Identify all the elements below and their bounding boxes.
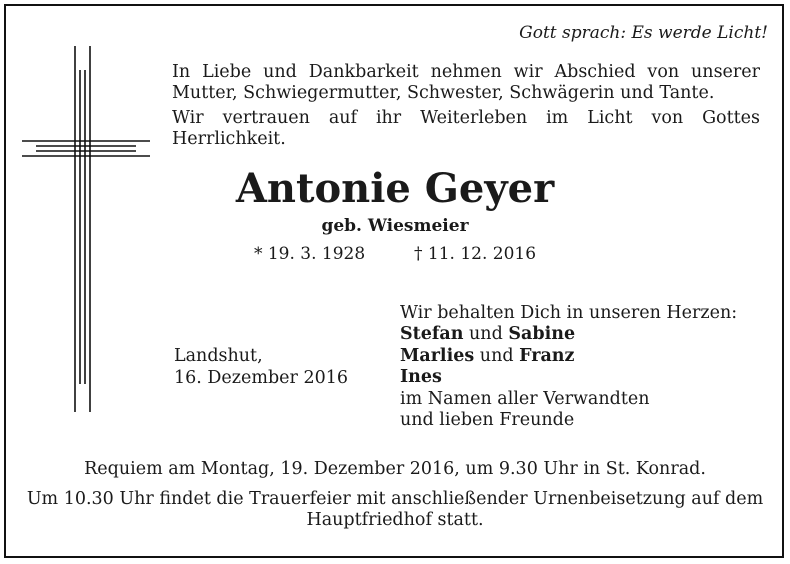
funeral-notice: Um 10.30 Uhr findet die Trauerfeier mit anschließender Urnenbeisetzung auf dem Hauptfriedhof statt. bbox=[26, 489, 764, 530]
mourners-list bbox=[400, 324, 650, 432]
closing-line: Wir behalten Dich in unseren Herzen: bbox=[400, 303, 738, 323]
mourner-row: Marlies und Franz bbox=[400, 345, 575, 366]
relatives-line: im Namen aller Verwandten bbox=[400, 388, 650, 409]
intro-line-1: In Liebe und Dankbarkeit nehmen wir Abschied von unserer Mutter, Schwiegermutter, Schwester, Schwägerin und Tante. bbox=[172, 62, 760, 103]
intro-line-2: Wir vertrauen auf ihr Weiterleben im Licht von Gottes Herrlichkeit. bbox=[172, 108, 760, 149]
place-date-text: 16. Dezember 2016 bbox=[174, 367, 348, 388]
death-date: † 11. 12. 2016 bbox=[414, 244, 537, 264]
life-dates bbox=[0, 243, 790, 265]
mourner-row: Stefan und Sabine bbox=[400, 324, 576, 344]
maiden-name: geb. Wiesmeier bbox=[321, 216, 469, 236]
motto: Gott sprach: Es werde Licht! bbox=[519, 23, 768, 43]
mourner-row: Ines bbox=[400, 367, 442, 387]
place-city: Landshut, bbox=[174, 346, 263, 366]
intro-text bbox=[172, 62, 760, 154]
requiem-notice: Requiem am Montag, 19. Dezember 2016, um 9.30 Uhr in St. Konrad. bbox=[84, 459, 706, 479]
place-date bbox=[174, 346, 348, 389]
birth-date: * 19. 3. 1928 bbox=[253, 244, 366, 264]
relatives-line: und lieben Freunde bbox=[400, 410, 575, 430]
deceased-name: Antonie Geyer bbox=[235, 165, 555, 212]
